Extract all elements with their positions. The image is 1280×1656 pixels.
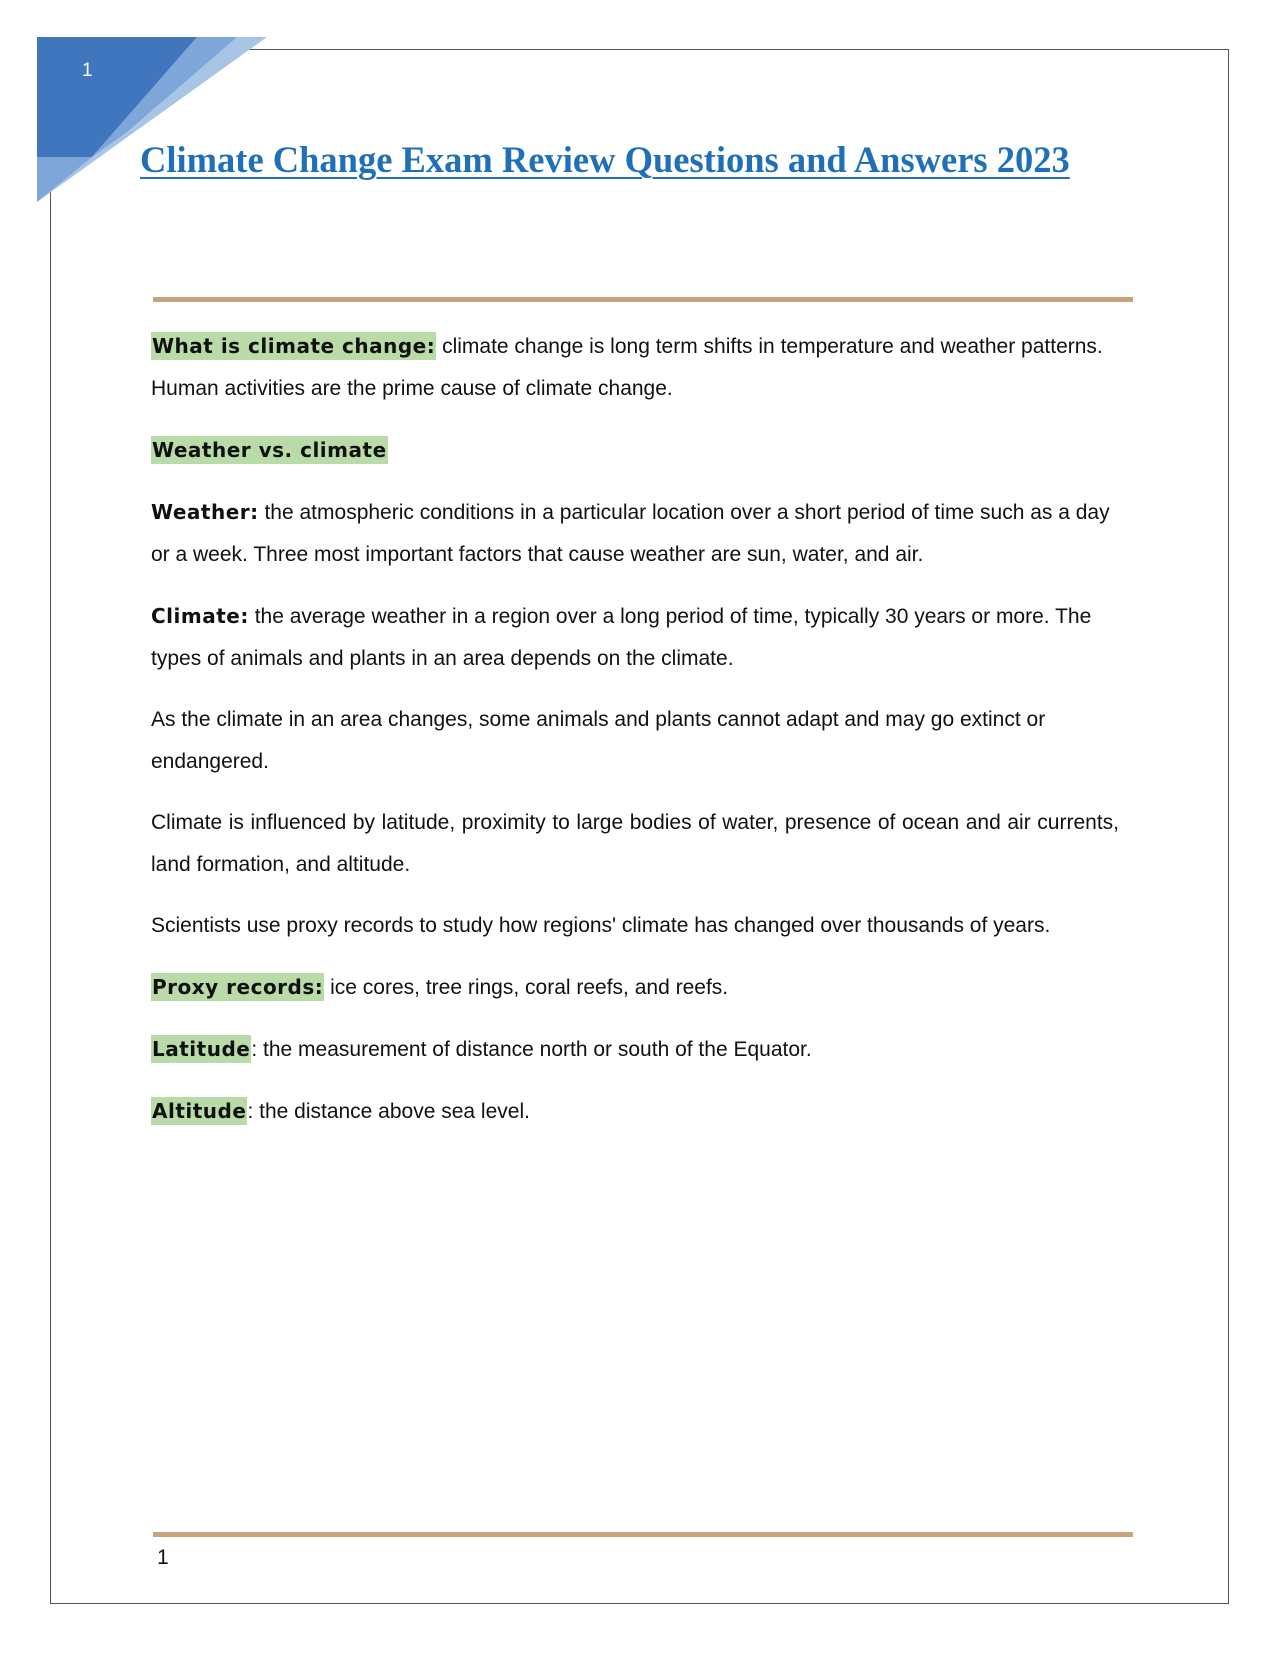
footer-page-number: 1 [157,1546,169,1569]
document-title[interactable]: Climate Change Exam Review Questions and Answers 2023 [140,139,1070,180]
definition-latitude: : the measurement of distance north or south of the Equator. [251,1038,812,1061]
definition-weather: the atmospheric conditions in a particular location over a short period of time such as a day or a week. Three most important factors that cause weather are sun, water, and air. [151,501,1110,566]
heading-weather-vs-climate: Weather vs. climate [152,438,387,462]
paragraph-altitude [151,1090,1119,1133]
term-climate: Climate: [151,604,249,628]
page-badge-number: 1 [82,60,93,81]
term-proxy-records: Proxy records: [152,975,324,999]
paragraph-climate [151,595,1119,680]
definition-proxy-records: ice cores, tree rings, coral reefs, and reefs. [324,976,729,999]
definition-climate-change: climate change is long term shifts in temperature and weather patterns. Human activities are the prime cause of climate change. [151,335,1103,400]
term-latitude: Latitude [152,1037,251,1061]
term-weather: Weather: [151,500,259,524]
paragraph-weather [151,491,1119,576]
definition-climate: the average weather in a region over a long period of time, typically 30 years or more. The types of animals and plants in an area depends on the climate. [151,605,1092,670]
top-divider [153,297,1133,302]
paragraph-weather-vs-climate [151,429,1119,472]
definition-altitude: : the distance above sea level. [247,1100,530,1123]
paragraph-proxy-records [151,966,1119,1009]
paragraph-climate-change [151,325,1119,410]
term-climate-change: What is climate change: [152,334,436,358]
paragraph-climate-influences: Climate is influenced by latitude, proximity to large bodies of water, presence of ocean and air currents, land formation, and altitude. [151,811,1119,876]
corner-decoration [37,37,282,207]
paragraph-latitude [151,1028,1119,1071]
document-body [151,325,1119,1152]
term-altitude: Altitude [152,1099,247,1123]
bottom-divider [153,1532,1133,1537]
paragraph-adaptation: As the climate in an area changes, some animals and plants cannot adapt and may go extinct or endangered. [151,708,1046,773]
paragraph-proxy-intro: Scientists use proxy records to study how regions' climate has changed over thousands of years. [151,914,1051,937]
